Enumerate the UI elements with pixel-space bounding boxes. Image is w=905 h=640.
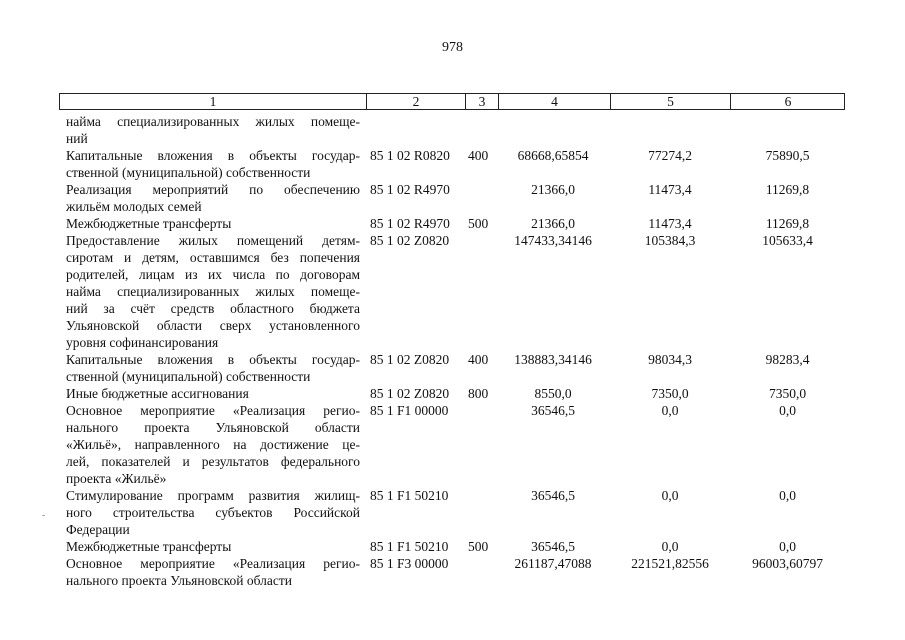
header-col-2: 2	[366, 94, 465, 109]
table-row	[0, 181, 905, 215]
row-code: 85 1 F1 00000	[370, 403, 449, 418]
description-line: Стимулирование программ развития жилищ-	[66, 488, 360, 503]
row-description	[66, 232, 360, 351]
row-expense-type: 400	[468, 352, 489, 367]
row-value-col4: 261187,47088	[514, 556, 592, 571]
row-value-col4: 21366,0	[531, 216, 575, 231]
header-col-1: 1	[209, 94, 217, 109]
row-value-col5: 11473,4	[648, 216, 692, 231]
row-value-col5: 0,0	[661, 539, 679, 554]
row-value-col5: 77274,2	[648, 148, 692, 163]
description-line: ственной (муниципальной) собственности	[66, 369, 311, 384]
table-header	[59, 93, 845, 110]
row-value-col6: 75890,5	[765, 148, 810, 163]
description-line: Межбюджетные трансферты	[66, 216, 232, 231]
row-expense-type: 400	[468, 148, 489, 163]
row-description	[66, 555, 360, 589]
row-code: 85 1 F1 50210	[370, 488, 449, 503]
description-line: лей, показателей и результатов федерального	[66, 454, 360, 469]
description-line: Ульяновской области сверх установленного	[66, 318, 360, 333]
description-line: проекта «Жильё»	[66, 471, 167, 486]
row-value-col5: 105384,3	[644, 233, 696, 248]
description-line: Капитальные вложения в объекты государ-	[66, 148, 360, 163]
description-line: нального проекта Ульяновской области	[66, 573, 292, 588]
row-value-col4: 36546,5	[531, 488, 575, 503]
row-value-col6: 96003,60797	[752, 556, 823, 571]
row-code: 85 1 02 Z0820	[370, 386, 450, 401]
row-value-col6: 0,0	[779, 403, 796, 418]
row-code: 85 1 02 R0820	[370, 148, 450, 163]
row-expense-type: 800	[468, 386, 489, 401]
row-value-col4: 68668,65854	[517, 148, 589, 163]
row-code: 85 1 F3 00000	[370, 556, 449, 571]
description-line: Основное мероприятие «Реализация регио-	[66, 556, 360, 571]
row-value-col5: 98034,3	[648, 352, 692, 367]
row-description	[66, 147, 360, 181]
header-col-3: 3	[465, 94, 498, 109]
table-row	[0, 487, 905, 538]
description-line: найма специализированных жилых помеще-	[66, 284, 360, 299]
row-value-col5: 221521,82556	[631, 556, 709, 571]
description-line: Федерации	[66, 522, 130, 537]
row-value-col6: 7350,0	[768, 386, 807, 401]
row-description	[66, 402, 360, 487]
row-code: 85 1 F1 50210	[370, 539, 449, 554]
table-row	[0, 113, 905, 147]
description-line: Капитальные вложения в объекты государ-	[66, 352, 360, 367]
row-value-col6: 0,0	[779, 488, 796, 503]
description-line: ного строительства субъектов Российской	[66, 505, 360, 520]
table-row	[0, 351, 905, 385]
description-line: родителей, лицам из их числа по договорам	[66, 267, 360, 282]
row-value-col5: 0,0	[661, 488, 679, 503]
description-line: «Жильё», направленного на достижение це-	[66, 437, 360, 452]
table-row	[0, 402, 905, 487]
table-row	[0, 232, 905, 351]
description-line: ний	[66, 131, 88, 146]
table-row	[0, 538, 905, 555]
row-value-col4: 21366,0	[531, 182, 575, 197]
row-description	[66, 113, 360, 147]
row-value-col4: 36546,5	[531, 403, 575, 418]
row-description	[66, 487, 360, 538]
description-line: жильём молодых семей	[66, 199, 202, 214]
row-value-col4: 36546,5	[531, 539, 575, 554]
header-col-6: 6	[730, 94, 845, 109]
row-description	[66, 215, 360, 232]
row-description	[66, 351, 360, 385]
row-value-col6: 0,0	[779, 539, 796, 554]
row-description	[66, 385, 360, 402]
table-row	[0, 147, 905, 181]
header-col-5: 5	[610, 94, 730, 109]
description-line: ственной (муниципальной) собственности	[66, 165, 311, 180]
description-line: ний за счёт средств областного бюджета	[66, 301, 360, 316]
row-code: 85 1 02 R4970	[370, 216, 450, 231]
description-line: сиротам и детям, оставшимся без попечения	[66, 250, 360, 265]
table-row	[0, 555, 905, 589]
row-code: 85 1 02 Z0820	[370, 233, 450, 248]
description-line: нального проекта Ульяновской области	[66, 420, 360, 435]
row-value-col4: 147433,34146	[514, 233, 592, 248]
description-line: Предоставление жилых помещений детям-	[66, 233, 360, 248]
row-expense-type: 500	[468, 539, 489, 554]
row-value-col4: 138883,34146	[514, 352, 592, 367]
row-code: 85 1 02 R4970	[370, 182, 450, 197]
table-body	[0, 113, 905, 589]
description-line: Реализация мероприятий по обеспечению	[66, 182, 360, 197]
description-line: Основное мероприятие «Реализация регио-	[66, 403, 360, 418]
description-line: Иные бюджетные ассигнования	[66, 386, 249, 401]
row-expense-type: 500	[468, 216, 489, 231]
description-line: уровня софинансирования	[66, 335, 219, 350]
table-row	[0, 215, 905, 232]
row-value-col5: 0,0	[661, 403, 679, 418]
row-description	[66, 181, 360, 215]
description-line: найма специализированных жилых помеще-	[66, 114, 360, 129]
row-value-col6: 11269,8	[765, 216, 810, 231]
row-value-col5: 7350,0	[651, 386, 689, 401]
row-value-col4: 8550,0	[534, 386, 572, 401]
table-row	[0, 385, 905, 402]
row-value-col5: 11473,4	[648, 182, 692, 197]
row-value-col6: 105633,4	[762, 233, 813, 248]
row-code: 85 1 02 Z0820	[370, 352, 450, 367]
row-description	[66, 538, 360, 555]
page-number: 978	[442, 40, 463, 55]
row-value-col6: 98283,4	[765, 352, 810, 367]
scan-mark: -	[42, 510, 46, 521]
header-col-4: 4	[498, 94, 610, 109]
description-line: Межбюджетные трансферты	[66, 539, 232, 554]
row-value-col6: 11269,8	[765, 182, 810, 197]
